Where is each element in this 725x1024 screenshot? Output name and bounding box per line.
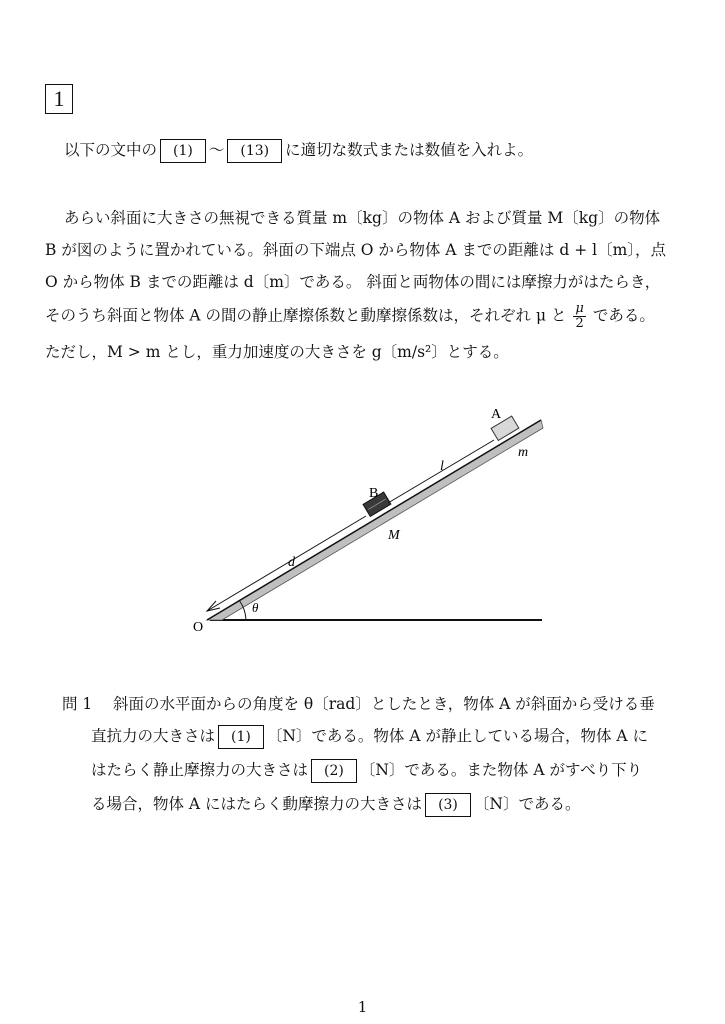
q1-line-2b: 〔N〕である。物体 A が静止している場合，物体 A に [266,727,649,745]
q1-line-2 [91,724,648,749]
label-m-large: M [388,528,400,543]
label-a: A [491,407,502,422]
q1-line-4a: る場合，物体 A にはたらく動摩擦力の大きさは [91,795,423,813]
q1-label: 問 1 [62,695,93,713]
page-number: 1 [357,998,368,1016]
q1-line-4b: 〔N〕である。 [473,795,581,813]
label-l: l [440,459,444,474]
instruction-before: 以下の文中の [64,141,158,159]
answer-box-2: (2) [311,759,357,783]
question-number: 1 [45,84,73,114]
label-d: d [288,555,295,570]
fraction-numerator: μ [575,301,584,316]
q1-line-3 [91,758,642,783]
answer-box-start: (1) [160,139,206,163]
label-m-small: m [518,445,529,460]
label-theta: θ [252,600,259,615]
para-line-3: O から物体 B までの距離は d〔m〕である。 斜面と両物体の間には摩擦力がはたらき， [45,273,661,291]
label-o: O [193,620,204,635]
instruction-after: に適切な数式または数値を入れよ。 [285,141,534,159]
label-b: B [369,486,379,501]
answer-box-3: (3) [425,793,471,817]
dimension-d [207,516,366,611]
q1-line-4 [91,792,580,817]
q1-line-2a: 直抗力の大きさは [91,727,216,745]
answer-box-1: (1) [218,725,264,749]
q1-line-3a: はたらく静止摩擦力の大きさは [91,761,309,779]
para-line-5: ただし，M > m とし，重力加速度の大きさを g〔m/s²〕とする。 [45,343,509,361]
para-line-4b: である。 [592,306,655,325]
para-line-4a: そのうち斜面と物体 A の間の静止摩擦係数と動摩擦係数は，それぞれ μ と [45,306,567,325]
fraction-denominator: 2 [575,316,584,331]
incline-top-edge [207,420,541,620]
para-line-2: B が図のように置かれている。斜面の下端点 O から物体 A までの距離は d + l〔m〕，点 [45,241,667,259]
q1-line-3b: 〔N〕である。また物体 A がすべり下り [359,761,643,779]
tilde: 〜 [208,141,225,159]
arrowhead-o [207,601,220,611]
q1-line-1: 斜面の水平面からの角度を θ〔rad〕としたとき，物体 A が斜面から受ける垂 [113,695,655,713]
answer-box-end: (13) [227,139,282,163]
para-line-1: あらい斜面に大きさの無視できる質量 m〔kg〕の物体 A および質量 M〔kg〕の物体 [64,209,661,227]
